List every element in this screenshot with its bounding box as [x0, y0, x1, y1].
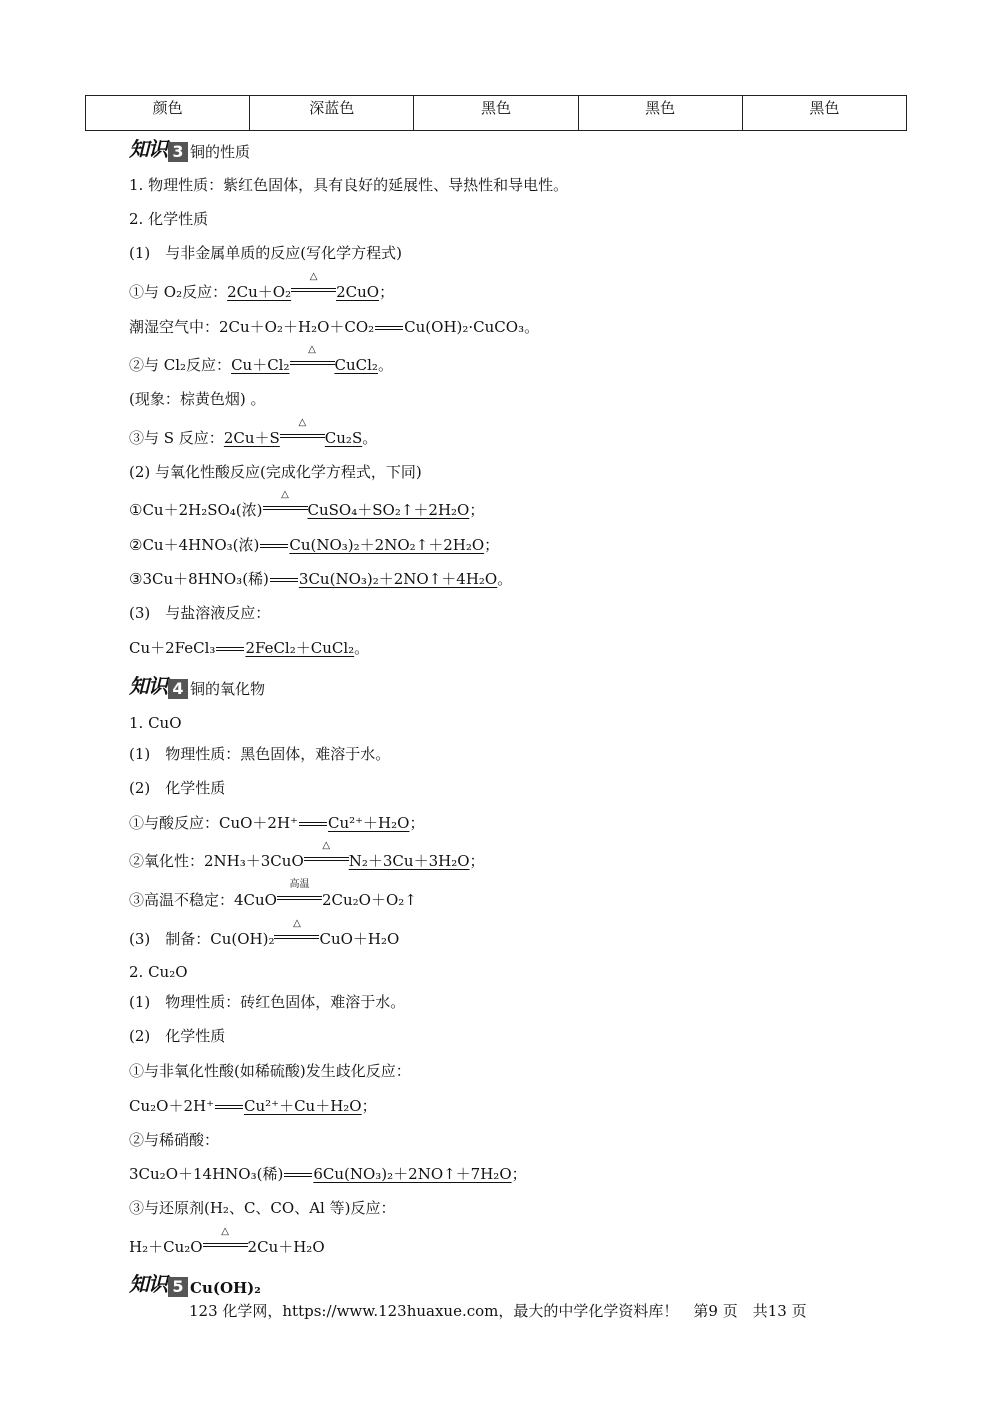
- text-line: ②与稀硝酸：: [129, 1131, 220, 1149]
- text: 。: [354, 639, 370, 657]
- table-cell: 黑色: [578, 96, 742, 131]
- equation-line: [129, 1096, 377, 1116]
- equals-sign: [216, 647, 244, 651]
- text: ；: [409, 814, 425, 832]
- text: H₂＋Cu₂O: [129, 1238, 203, 1256]
- text-line: (现象：棕黄色烟) 。: [129, 390, 266, 408]
- section-heading: [129, 1268, 261, 1297]
- text: 潮湿空气中：2Cu＋O₂＋H₂O＋CO₂: [129, 318, 375, 336]
- reaction-condition: [304, 840, 349, 866]
- text: Cu₂O＋2H⁺: [129, 1097, 214, 1115]
- text: CuO＋H₂O: [319, 930, 400, 948]
- text: 2Cu₂O＋O₂↑: [321, 891, 417, 909]
- reaction-condition: [280, 417, 325, 443]
- text-line: ①与非氧化性酸(如稀硫酸)发生歧化反应：: [129, 1062, 411, 1080]
- knowledge-label: 知识: [129, 674, 167, 698]
- page-footer: 123 化学网，https://www.123huaxue.com，最大的中学化学资料库！ 第9 页 共13 页: [189, 1302, 807, 1320]
- equation-line: [129, 489, 485, 520]
- reaction-condition: [203, 1226, 248, 1252]
- reaction-condition: [291, 271, 336, 297]
- text: ③与 S 反应：: [129, 429, 224, 447]
- equals-sign: [260, 544, 288, 548]
- answer: 2CuO: [336, 283, 380, 301]
- text: ；: [469, 852, 485, 870]
- answer: 3Cu(NO₃)₂＋2NO↑＋4H₂O: [298, 570, 498, 588]
- equation-line: [129, 1164, 527, 1184]
- equation-line: [129, 417, 378, 448]
- equals-sign: [270, 578, 298, 582]
- answer: Cu²⁺＋H₂O: [327, 814, 410, 832]
- condition-label: △: [281, 489, 289, 500]
- equation-line: [129, 638, 369, 658]
- text: ；: [361, 1097, 377, 1115]
- text: ；: [469, 501, 485, 519]
- text-line: (3) 与盐溶液反应：: [129, 604, 271, 622]
- section-number: 5: [168, 1277, 188, 1297]
- text: ①与 O₂反应：: [129, 283, 228, 301]
- condition-label: △: [293, 918, 301, 929]
- text: ②Cu＋4HNO₃(浓): [129, 536, 260, 554]
- table-cell: 黑色: [414, 96, 578, 131]
- text-line: 1. 物理性质：紫红色固体，具有良好的延展性、导热性和导电性。: [129, 176, 569, 194]
- text-line: (2) 化学性质: [129, 1027, 226, 1045]
- equation-line: [129, 569, 512, 589]
- text: ；: [484, 536, 500, 554]
- text-line: 2. Cu₂O: [129, 963, 188, 981]
- table-cell: 深蓝色: [250, 96, 414, 131]
- text-line: 1. CuO: [129, 714, 182, 732]
- text: (3) 制备：Cu(OH)₂: [129, 930, 275, 948]
- equation-line: [129, 918, 400, 949]
- answer: Cu(NO₃)₂＋2NO₂↑＋2H₂O: [289, 536, 485, 554]
- text: ②与 Cl₂反应：: [129, 356, 232, 374]
- equals-sign: [375, 326, 403, 330]
- text-line: 2. 化学性质: [129, 210, 209, 228]
- answer: 2FeCl₂＋CuCl₂: [245, 639, 355, 657]
- section-title: 铜的性质: [190, 143, 251, 161]
- text-line: (1) 与非金属单质的反应(写化学方程式): [129, 244, 402, 262]
- text: ②氧化性：2NH₃＋3CuO: [129, 852, 304, 870]
- condition-label: △: [221, 1226, 229, 1237]
- section-heading: [129, 133, 251, 161]
- text: ①Cu＋2H₂SO₄(浓): [129, 501, 263, 519]
- text: ③高温不稳定：4CuO: [129, 891, 277, 909]
- equals-sign: [284, 1173, 312, 1177]
- text: ①与酸反应：CuO＋2H⁺: [129, 814, 298, 832]
- answer: 2Cu＋O₂: [227, 283, 292, 301]
- text: 。: [362, 429, 378, 447]
- knowledge-label: 知识: [129, 137, 167, 161]
- text: Cu＋2FeCl₃: [129, 639, 216, 657]
- text-line: (1) 物理性质：砖红色固体，难溶于水。: [129, 993, 406, 1011]
- answer: N₂＋3Cu＋3H₂O: [348, 852, 470, 870]
- reaction-condition: [290, 344, 335, 370]
- equals-sign: [215, 1105, 243, 1109]
- text: 。: [497, 570, 513, 588]
- equation-line: [129, 879, 417, 910]
- section-title: 铜的氧化物: [190, 680, 266, 698]
- knowledge-label: 知识: [129, 1272, 167, 1296]
- condition-label: △: [322, 840, 331, 851]
- equation-line: [129, 535, 499, 555]
- text: 2Cu＋H₂O: [247, 1238, 325, 1256]
- condition-label: 高温: [289, 879, 310, 890]
- section-number: 3: [168, 142, 188, 162]
- section-heading: [129, 670, 266, 698]
- table-cell: 黑色: [742, 96, 906, 131]
- section-title: Cu(OH)₂: [190, 1279, 261, 1297]
- equation-line: [129, 1226, 325, 1257]
- text: 。: [377, 356, 393, 374]
- section-number: 4: [168, 679, 188, 699]
- equation-line: [129, 813, 424, 833]
- answer: 6Cu(NO₃)₂＋2NO↑＋7H₂O: [313, 1165, 512, 1183]
- reaction-condition: [274, 918, 319, 944]
- answer: Cu＋Cl₂: [231, 356, 290, 374]
- answer: 2Cu＋S: [223, 429, 280, 447]
- text: ③3Cu＋8HNO₃(稀): [129, 570, 269, 588]
- equation-line: [129, 271, 395, 302]
- condition-label: △: [298, 417, 307, 428]
- text-line: ③与还原剂(H₂、C、CO、Al 等)反应：: [129, 1199, 396, 1217]
- text: Cu(OH)₂·CuCO₃。: [404, 318, 540, 336]
- equals-sign: [299, 822, 327, 826]
- text-line: (1) 物理性质：黑色固体，难溶于水。: [129, 745, 391, 763]
- reaction-condition: [277, 879, 322, 905]
- text: ；: [511, 1165, 527, 1183]
- equation-line: [129, 344, 393, 375]
- text: ；: [379, 283, 395, 301]
- reaction-condition: [263, 489, 308, 515]
- text-line: (2) 化学性质: [129, 779, 226, 797]
- answer: CuSO₄＋SO₂↑＋2H₂O: [307, 501, 470, 519]
- equation-line: [129, 317, 539, 337]
- condition-label: △: [309, 271, 318, 282]
- equation-line: [129, 840, 485, 871]
- table-row: [86, 96, 907, 131]
- condition-label: △: [308, 344, 316, 355]
- answer: Cu²⁺＋Cu＋H₂O: [244, 1097, 362, 1115]
- text: 3Cu₂O＋14HNO₃(稀): [129, 1165, 284, 1183]
- answer: CuCl₂: [334, 356, 378, 374]
- answer: Cu₂S: [324, 429, 363, 447]
- table-cell: 颜色: [86, 96, 250, 131]
- text-line: (2) 与氧化性酸反应(完成化学方程式，下同): [129, 463, 422, 481]
- property-table: [85, 95, 907, 131]
